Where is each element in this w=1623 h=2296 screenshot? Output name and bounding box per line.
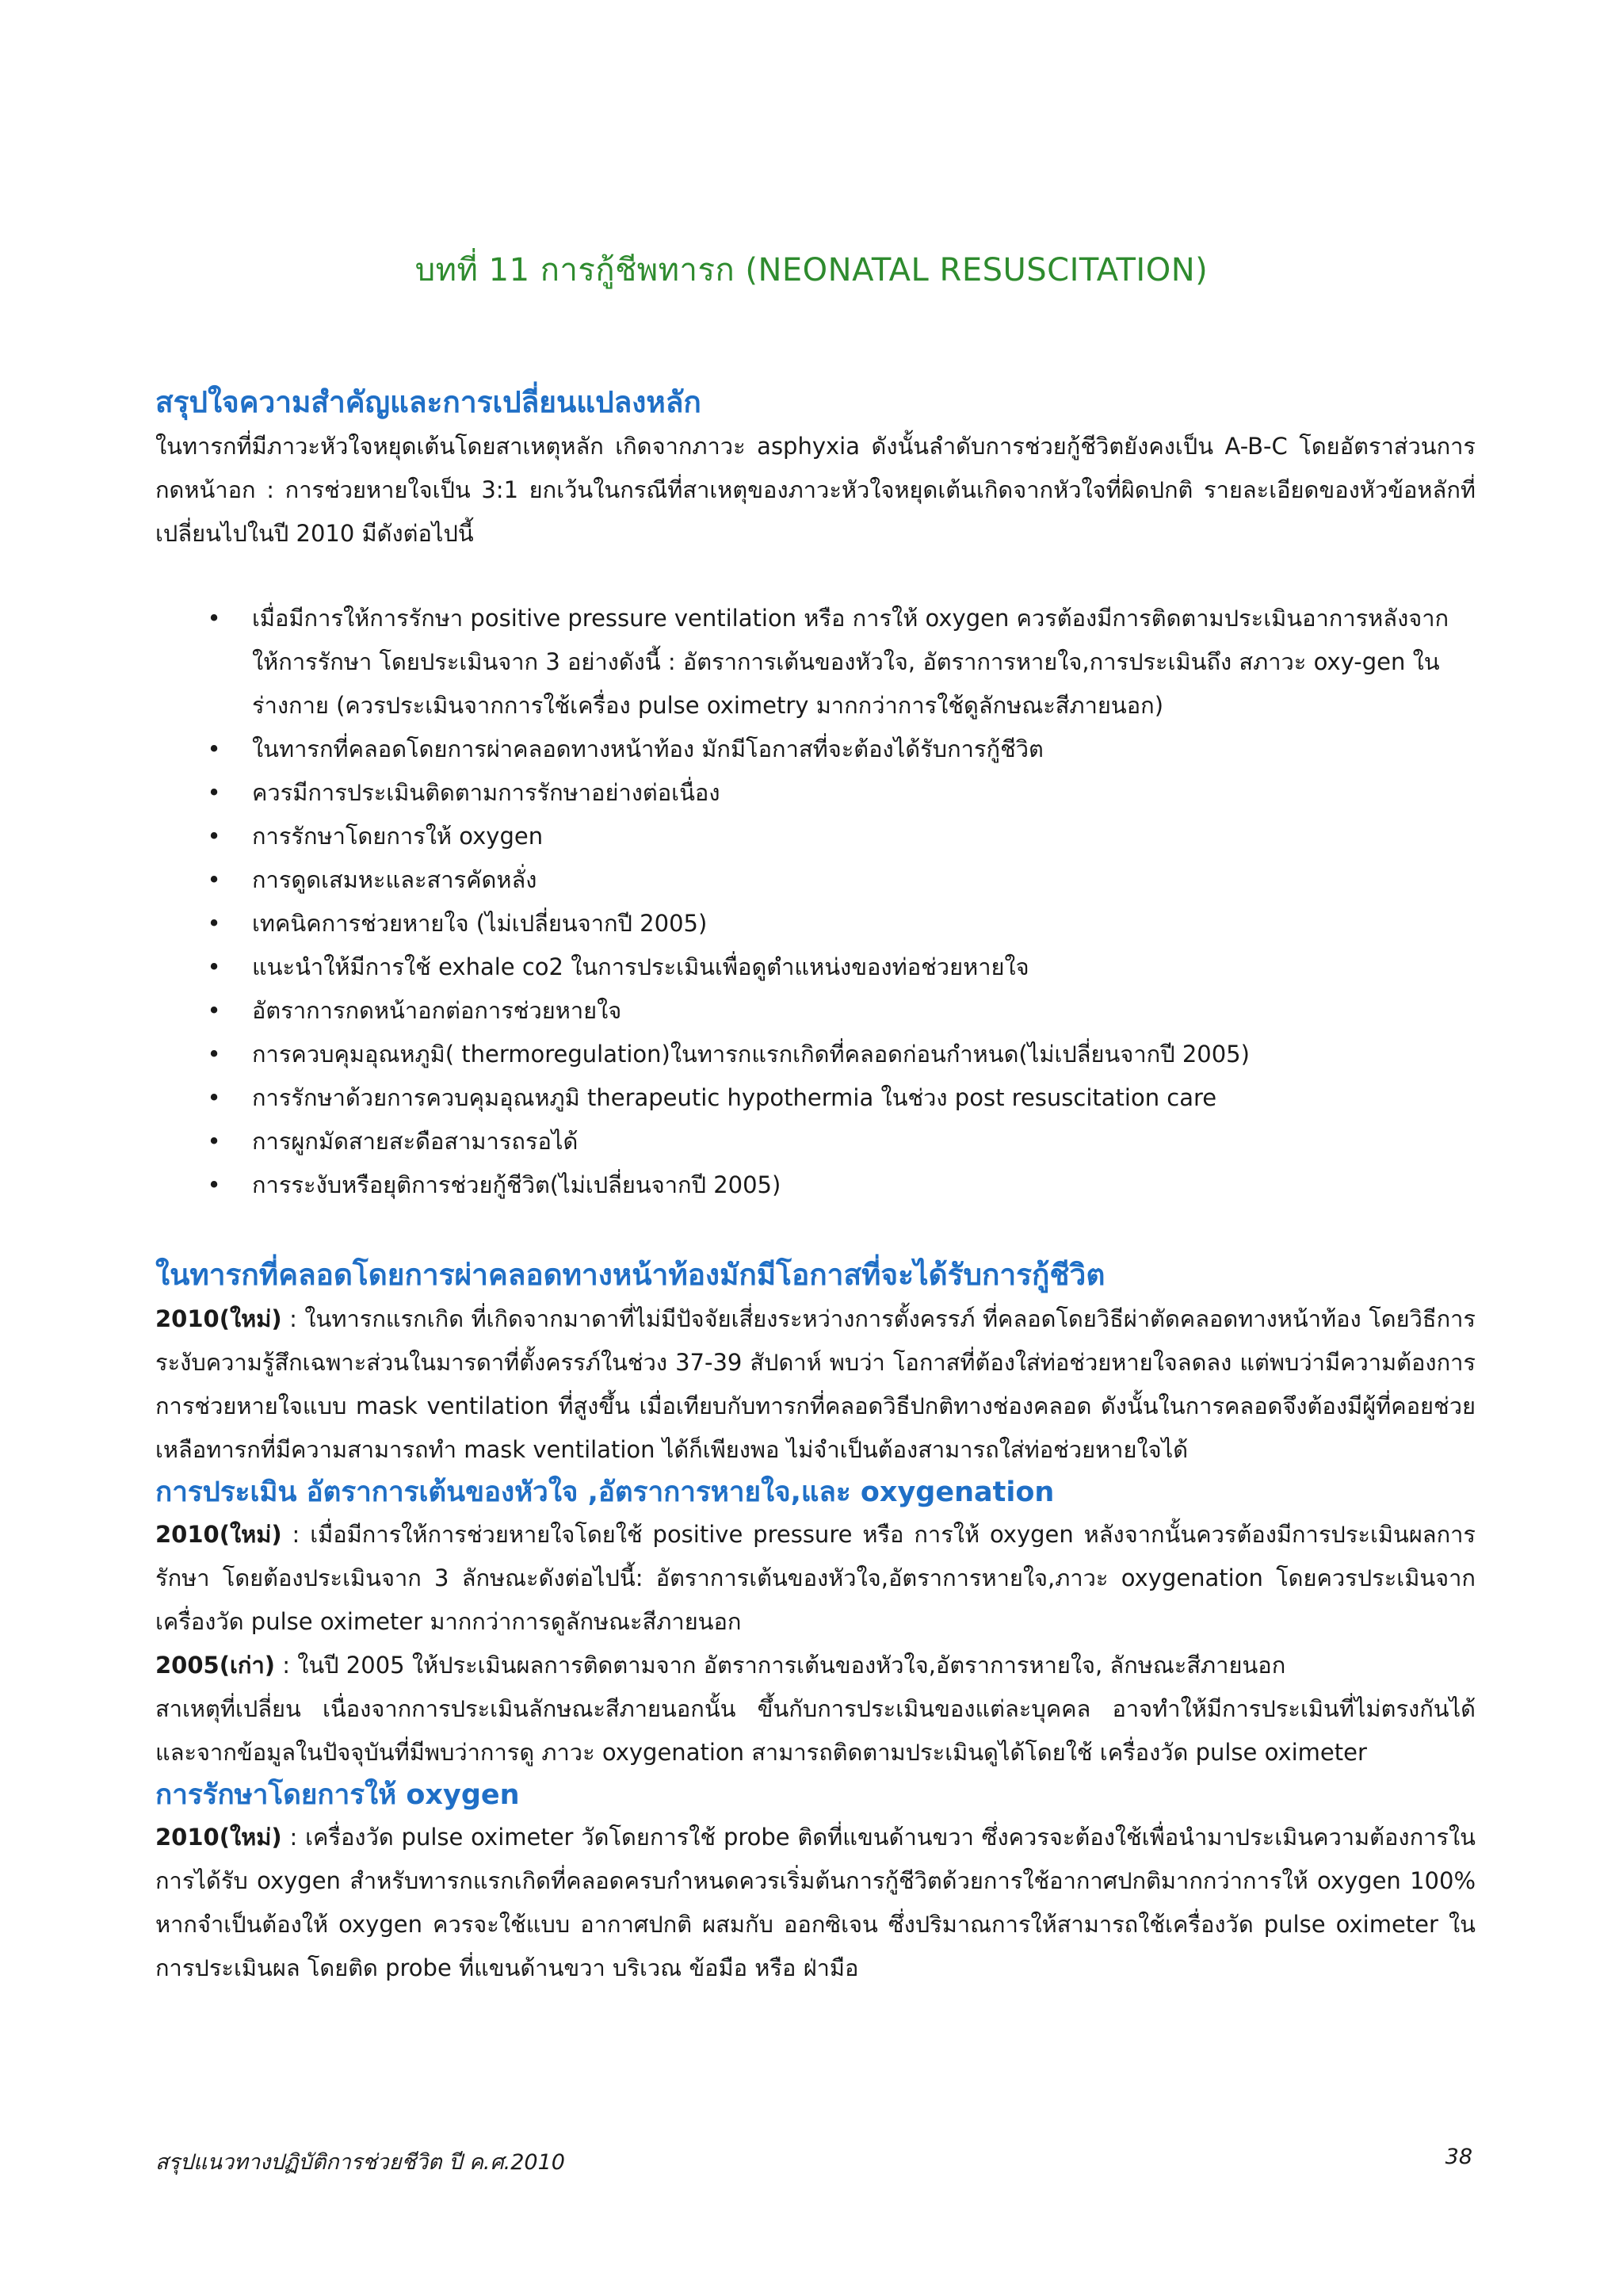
section-heading-oxygen: การรักษาโดยการให้ oxygen <box>155 1779 520 1811</box>
footer-document-title: สรุปแนวทางปฏิบัติการช่วยชีวิต ปี ค.ศ.2010 <box>155 2150 565 2175</box>
list-item-text: การดูดเสมหะและสารคัดหลั่ง <box>252 866 537 893</box>
guideline-tag-new: 2010(ใหม่) <box>155 1305 282 1332</box>
guideline-tag-new: 2010(ใหม่) <box>155 1824 282 1851</box>
section-heading-summary: สรุปใจความสำคัญและการเปลี่ยนแปลงหลัก <box>155 385 701 419</box>
list-item-text: การผูกมัดสายสะดือสามารถรอได้ <box>252 1128 579 1155</box>
bullet-icon: • <box>207 953 221 980</box>
bullet-icon: • <box>207 1041 221 1068</box>
bullet-icon: • <box>207 735 221 762</box>
list-item <box>204 1120 1476 1163</box>
bullet-icon: • <box>207 605 221 632</box>
chapter-title: บทที่ 11 การกู้ชีพทารก (NEONATAL RESUSCITATION) <box>414 252 1209 288</box>
list-item <box>204 815 1476 858</box>
list-item <box>204 597 1476 728</box>
list-item-text: ควรมีการประเมินติดตามการรักษาอย่างต่อเนื่อง <box>252 779 720 806</box>
list-item <box>204 1163 1476 1207</box>
list-item-text: เทคนิคการช่วยหายใจ (ไม่เปลี่ยนจากปี 2005) <box>252 910 708 937</box>
list-item-text: อัตราการกดหน้าอกต่อการช่วยหายใจ <box>252 997 622 1024</box>
assessment-reason-paragraph: สาเหตุที่เปลี่ยน เนื่องจากการประเมินลักษณะสีภายนอกนั้น ขึ้นกับการประเมินของแต่ละบุคคล อาจทำให้มีการประเมินที่ไม่ตรงกันได้ และจากข้อมูลในปัจจุบันที่มีพบว่าการดู ภาวะ oxygenation สามารถติดตามประเมินดูได้โดยใช้ เครื่องวัด pulse oximeter <box>155 1695 1476 1766</box>
summary-bullet-list <box>155 597 1476 1207</box>
list-item-text: เมื่อมีการให้การรักษา positive pressure ventilation หรือ การให้ oxygen ควรต้องมีการติดตามประเมินอาการหลังจากให้การรักษา โดยประเมินจาก 3 อย่างดังนี้ : อัตราการเต้นของหัวใจ, อัตราการหายใจ,การประเมินถึง สภาวะ oxy-gen ในร่างกาย (ควรประเมินจากการใช้เครื่อง pulse oximetry มากกว่าการใช้ดูลักษณะสีภายนอก) <box>252 605 1449 719</box>
bullet-icon: • <box>207 823 221 850</box>
bullet-icon: • <box>207 910 221 937</box>
bullet-icon: • <box>207 997 221 1024</box>
bullet-icon: • <box>207 866 221 893</box>
footer-page-number: 38 <box>1445 2145 1472 2169</box>
list-item <box>204 728 1476 771</box>
list-item-text: การระงับหรือยุติการช่วยกู้ชีวิต(ไม่เปลี่ยนจากปี 2005) <box>252 1171 781 1198</box>
bullet-icon: • <box>207 779 221 806</box>
list-item-text: แนะนำให้มีการใช้ exhale co2 ในการประเมินเพื่อดูตำแหน่งของท่อช่วยหายใจ <box>252 953 1029 980</box>
guideline-tag-new: 2010(ใหม่) <box>155 1521 282 1548</box>
oxygen-text: : เครื่องวัด pulse oximeter วัดโดยการใช้ probe ติดที่แขนด้านขวา ซึ่งควรจะต้องใช้เพื่อนำมาประเมินความต้องการในการได้รับ oxygen สำหรับทารกแรกเกิดที่คลอดครบกำหนดควรเริ่มต้นการกู้ชีวิตด้วยการใช้อากาศปกติมากกว่าการให้ oxygen 100% หากจำเป็นต้องให้ oxygen ควรจะใช้แบบ อากาศปกติ ผสมกับ ออกซิเจน ซึ่งปริมาณการให้สามารถใช้เครื่องวัด pulse oximeter ในการประเมินผล โดยติด probe ที่แขนด้านขวา บริเวณ ข้อมือ หรือ ฝ่ามือ <box>155 1824 1476 1981</box>
assessment-new-text: : เมื่อมีการให้การช่วยหายใจโดยใช้ positive pressure หรือ การให้ oxygen หลังจากนั้นควรต้องมีการประเมินผลการรักษา โดยต้องประเมินจาก 3 ลักษณะดังต่อไปนี้: อัตราการเต้นของหัวใจ,อัตราการหายใจ,ภาวะ oxygenation โดยควรประเมินจากเครื่องวัด pulse oximeter มากกว่าการดูลักษณะสีภายนอก <box>155 1521 1476 1635</box>
cesarean-text: : ในทารกแรกเกิด ที่เกิดจากมาดาที่ไม่มีปัจจัยเสี่ยงระหว่างการตั้งครรภ์ ที่คลอดโดยวิธีผ่าตัดคลอดทางหน้าท้อง โดยวิธีการระงับความรู้สึกเฉพาะส่วนในมารดาที่ตั้งครรภ์ในช่วง 37-39 สัปดาห์ พบว่า โอกาสที่ต้องใส่ท่อช่วยหายใจลดลง แต่พบว่ามีความต้องการการช่วยหายใจแบบ mask ventilation ที่สูงขึ้น เมื่อเทียบกับทารกที่คลอดวิธีปกติทางช่องคลอด ดังนั้นในการคลอดจึงต้องมีผู้ที่คอยช่วยเหลือทารกที่มีความสามารถทำ mask ventilation ได้ก็เพียงพอ ไม่จำเป็นต้องสามารถใส่ท่อช่วยหายใจได้ <box>155 1305 1476 1463</box>
assessment-new-paragraph <box>155 1513 1476 1644</box>
list-item <box>204 902 1476 946</box>
list-item <box>204 989 1476 1033</box>
bullet-icon: • <box>207 1084 221 1111</box>
section-heading-cesarean: ในทารกที่คลอดโดยการผ่าคลอดทางหน้าท้องมักมีโอกาสที่จะได้รับการกู้ชีวิต <box>155 1258 1106 1292</box>
bullet-icon: • <box>207 1128 221 1155</box>
list-item <box>204 858 1476 902</box>
list-item <box>204 1033 1476 1076</box>
bullet-icon: • <box>207 1171 221 1198</box>
section-heading-assessment: การประเมิน อัตราการเต้นของหัวใจ ,อัตราการหายใจ,และ oxygenation <box>155 1477 1055 1508</box>
list-item-text: การรักษาด้วยการควบคุมอุณหภูมิ therapeutic hypothermia ในช่วง post resuscitation care <box>252 1084 1217 1111</box>
list-item <box>204 771 1476 815</box>
list-item-text: การควบคุมอุณหภูมิ( thermoregulation)ในทารกแรกเกิดที่คลอดก่อนกำหนด(ไม่เปลี่ยนจากปี 2005) <box>252 1041 1250 1068</box>
oxygen-paragraph <box>155 1816 1476 1990</box>
assessment-old-paragraph <box>155 1644 1476 1687</box>
page-content <box>155 380 1476 1990</box>
assessment-old-text: : ในปี 2005 ให้ประเมินผลการติดตามจาก อัตราการเต้นของหัวใจ,อัตราการหายใจ, ลักษณะสีภายนอก <box>274 1652 1286 1679</box>
cesarean-paragraph <box>155 1297 1476 1472</box>
guideline-tag-old: 2005(เก่า) <box>155 1652 275 1679</box>
list-item-text: ในทารกที่คลอดโดยการผ่าคลอดทางหน้าท้อง มักมีโอกาสที่จะต้องได้รับการกู้ชีวิต <box>252 735 1044 762</box>
list-item <box>204 946 1476 989</box>
list-item-text: การรักษาโดยการให้ oxygen <box>252 823 544 850</box>
list-item <box>204 1076 1476 1120</box>
summary-intro-paragraph: ในทารกที่มีภาวะหัวใจหยุดเต้นโดยสาเหตุหลัก เกิดจากภาวะ asphyxia ดังนั้นลำดับการช่วยกู้ชีวิตยังคงเป็น A-B-C โดยอัตราส่วนการกดหน้าอก : การช่วยหายใจเป็น 3:1 ยกเว้นในกรณีที่สาเหตุของภาวะหัวใจหยุดเต้นเกิดจากหัวใจที่ผิดปกติ รายละเอียดของหัวข้อหลักที่เปลี่ยนไปในปี 2010 มีดังต่อไปนี้ <box>155 433 1476 547</box>
